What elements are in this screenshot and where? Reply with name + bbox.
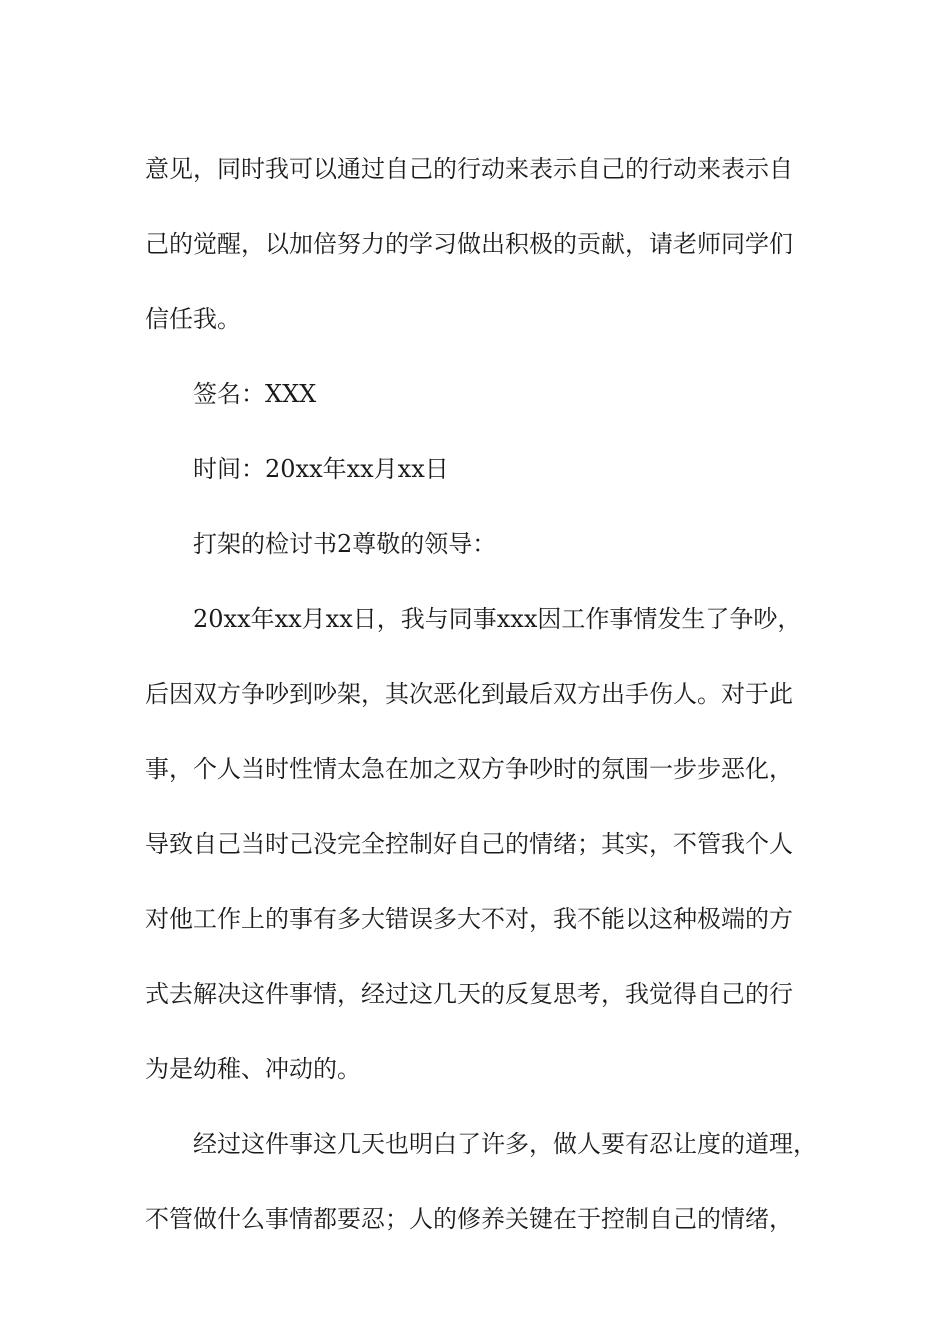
document-body bbox=[145, 132, 835, 1257]
text-line: 对他工作上的事有多大错误多大不对，我不能以这种极端的方 bbox=[145, 905, 793, 933]
text-line: 经过这件事这几天也明白了许多，做人要有忍让度的道理， bbox=[193, 1130, 817, 1158]
text-line: 为是幼稚、冲动的。 bbox=[145, 1055, 361, 1083]
text-line: 己的觉醒，以加倍努力的学习做出积极的贡献，请老师同学们 bbox=[145, 230, 793, 258]
text-line: 20xx年xx月xx日，我与同事xxx因工作事情发生了争吵， bbox=[193, 605, 802, 633]
text-line: 式去解决这件事情，经过这几天的反复思考，我觉得自己的行 bbox=[145, 980, 793, 1008]
section-heading: 打架的检讨书2尊敬的领导： bbox=[193, 530, 497, 558]
text-line: 后因双方争吵到吵架，其次恶化到最后双方出手伤人。对于此 bbox=[145, 680, 793, 708]
date-line: 时间：20xx年xx月xx日 bbox=[193, 455, 449, 483]
text-line: 不管做什么事情都要忍；人的修养关键在于控制自己的情绪， bbox=[145, 1205, 793, 1233]
text-line: 导致自己当时己没完全控制好自己的情绪；其实，不管我个人 bbox=[145, 830, 793, 858]
text-line: 意见，同时我可以通过自己的行动来表示自己的行动来表示自 bbox=[145, 155, 793, 183]
signature-line: 签名：XXX bbox=[193, 380, 317, 408]
text-line: 信任我。 bbox=[145, 305, 241, 333]
text-line: 事，个人当时性情太急在加之双方争吵时的氛围一步步恶化， bbox=[145, 755, 793, 783]
